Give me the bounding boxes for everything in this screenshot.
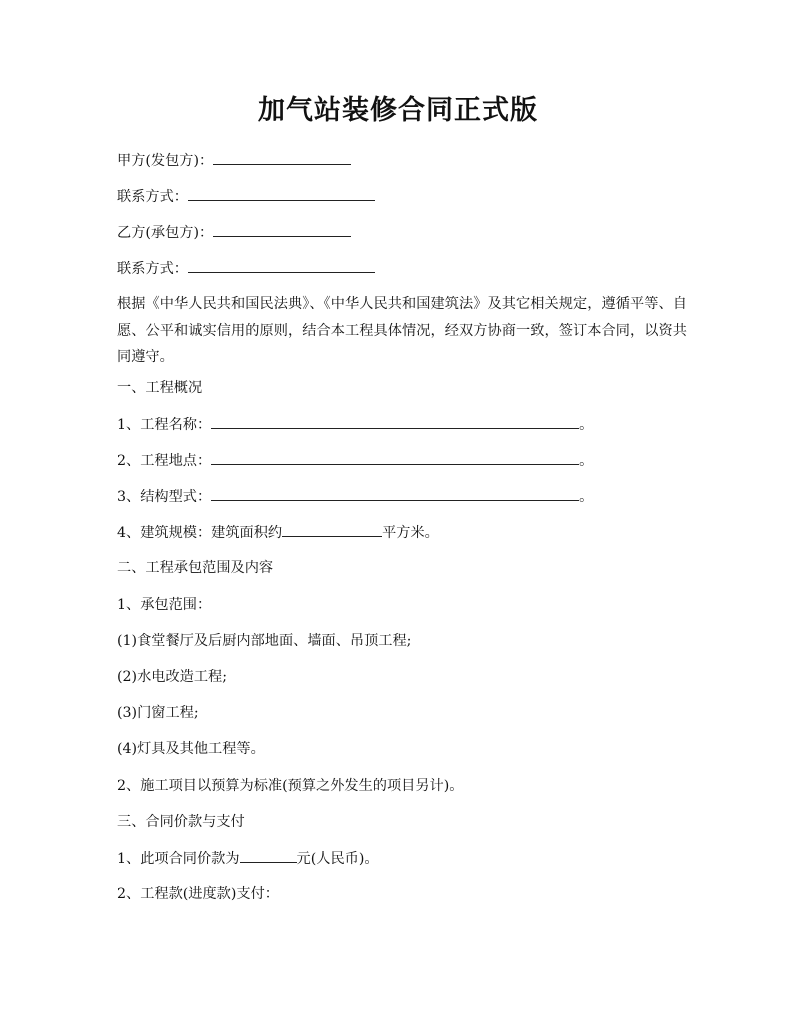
scope-item-2: (2)水电改造工程; <box>117 669 228 685</box>
payment-heading: 2、工程款(进度款)支付： <box>117 886 279 902</box>
project-name-blank[interactable] <box>211 414 579 429</box>
structure-type-period: 。 <box>579 489 594 505</box>
scope-item-4: (4)灯具及其他工程等。 <box>117 741 265 757</box>
building-scale-label: 4、建筑规模：建筑面积约 <box>117 525 283 541</box>
structure-type-label: 3、结构型式： <box>117 489 212 505</box>
party-b-line <box>117 222 351 243</box>
structure-type-line <box>117 486 593 507</box>
project-name-line <box>117 414 593 435</box>
party-b-blank[interactable] <box>213 222 351 237</box>
document-title: 加气站装修合同正式版 <box>258 95 538 126</box>
contact-b-line <box>117 258 375 279</box>
project-location-period: 。 <box>579 453 594 469</box>
party-a-blank[interactable] <box>213 150 351 165</box>
party-b-label: 乙方(承包方)： <box>117 225 214 241</box>
building-area-blank[interactable] <box>282 522 382 537</box>
contact-b-blank[interactable] <box>188 258 375 273</box>
building-scale-unit: 平方米。 <box>382 525 439 541</box>
contact-a-line <box>117 186 375 207</box>
budget-note: 2、施工项目以预算为标准(预算之外发生的项目另计)。 <box>117 778 464 794</box>
party-a-line <box>117 150 351 171</box>
contract-price-label: 1、此项合同价款为 <box>117 851 240 867</box>
preamble-paragraph: 根据《中华人民共和国民法典》、《中华人民共和国建筑法》及其它相关规定，遵循平等、自愿、公平和诚实信用的原则，结合本工程具体情况，经双方协商一致，签订本合同，以资共同遵守。 <box>117 296 687 365</box>
scope-item-1: (1)食堂餐厅及后厨内部地面、墙面、吊顶工程; <box>117 633 412 649</box>
scope-item-3: (3)门窗工程; <box>117 705 199 721</box>
project-name-label: 1、工程名称： <box>117 417 212 433</box>
section-3-heading: 三、合同价款与支付 <box>117 814 245 830</box>
building-scale-line <box>117 522 439 543</box>
contract-price-blank[interactable] <box>240 848 297 863</box>
project-location-line <box>117 450 593 471</box>
party-a-label: 甲方(发包方)： <box>117 153 214 169</box>
project-name-period: 。 <box>579 417 594 433</box>
project-location-label: 2、工程地点： <box>117 453 212 469</box>
contact-b-label: 联系方式： <box>117 261 188 277</box>
contact-a-blank[interactable] <box>188 186 375 201</box>
contract-price-unit: 元(人民币)。 <box>296 851 379 867</box>
contract-price-line <box>117 848 379 869</box>
project-location-blank[interactable] <box>211 450 579 465</box>
section-2-heading: 二、工程承包范围及内容 <box>117 560 274 576</box>
scope-heading: 1、承包范围： <box>117 597 212 613</box>
contact-a-label: 联系方式： <box>117 189 188 205</box>
section-1-heading: 一、工程概况 <box>117 380 203 396</box>
structure-type-blank[interactable] <box>211 486 579 501</box>
